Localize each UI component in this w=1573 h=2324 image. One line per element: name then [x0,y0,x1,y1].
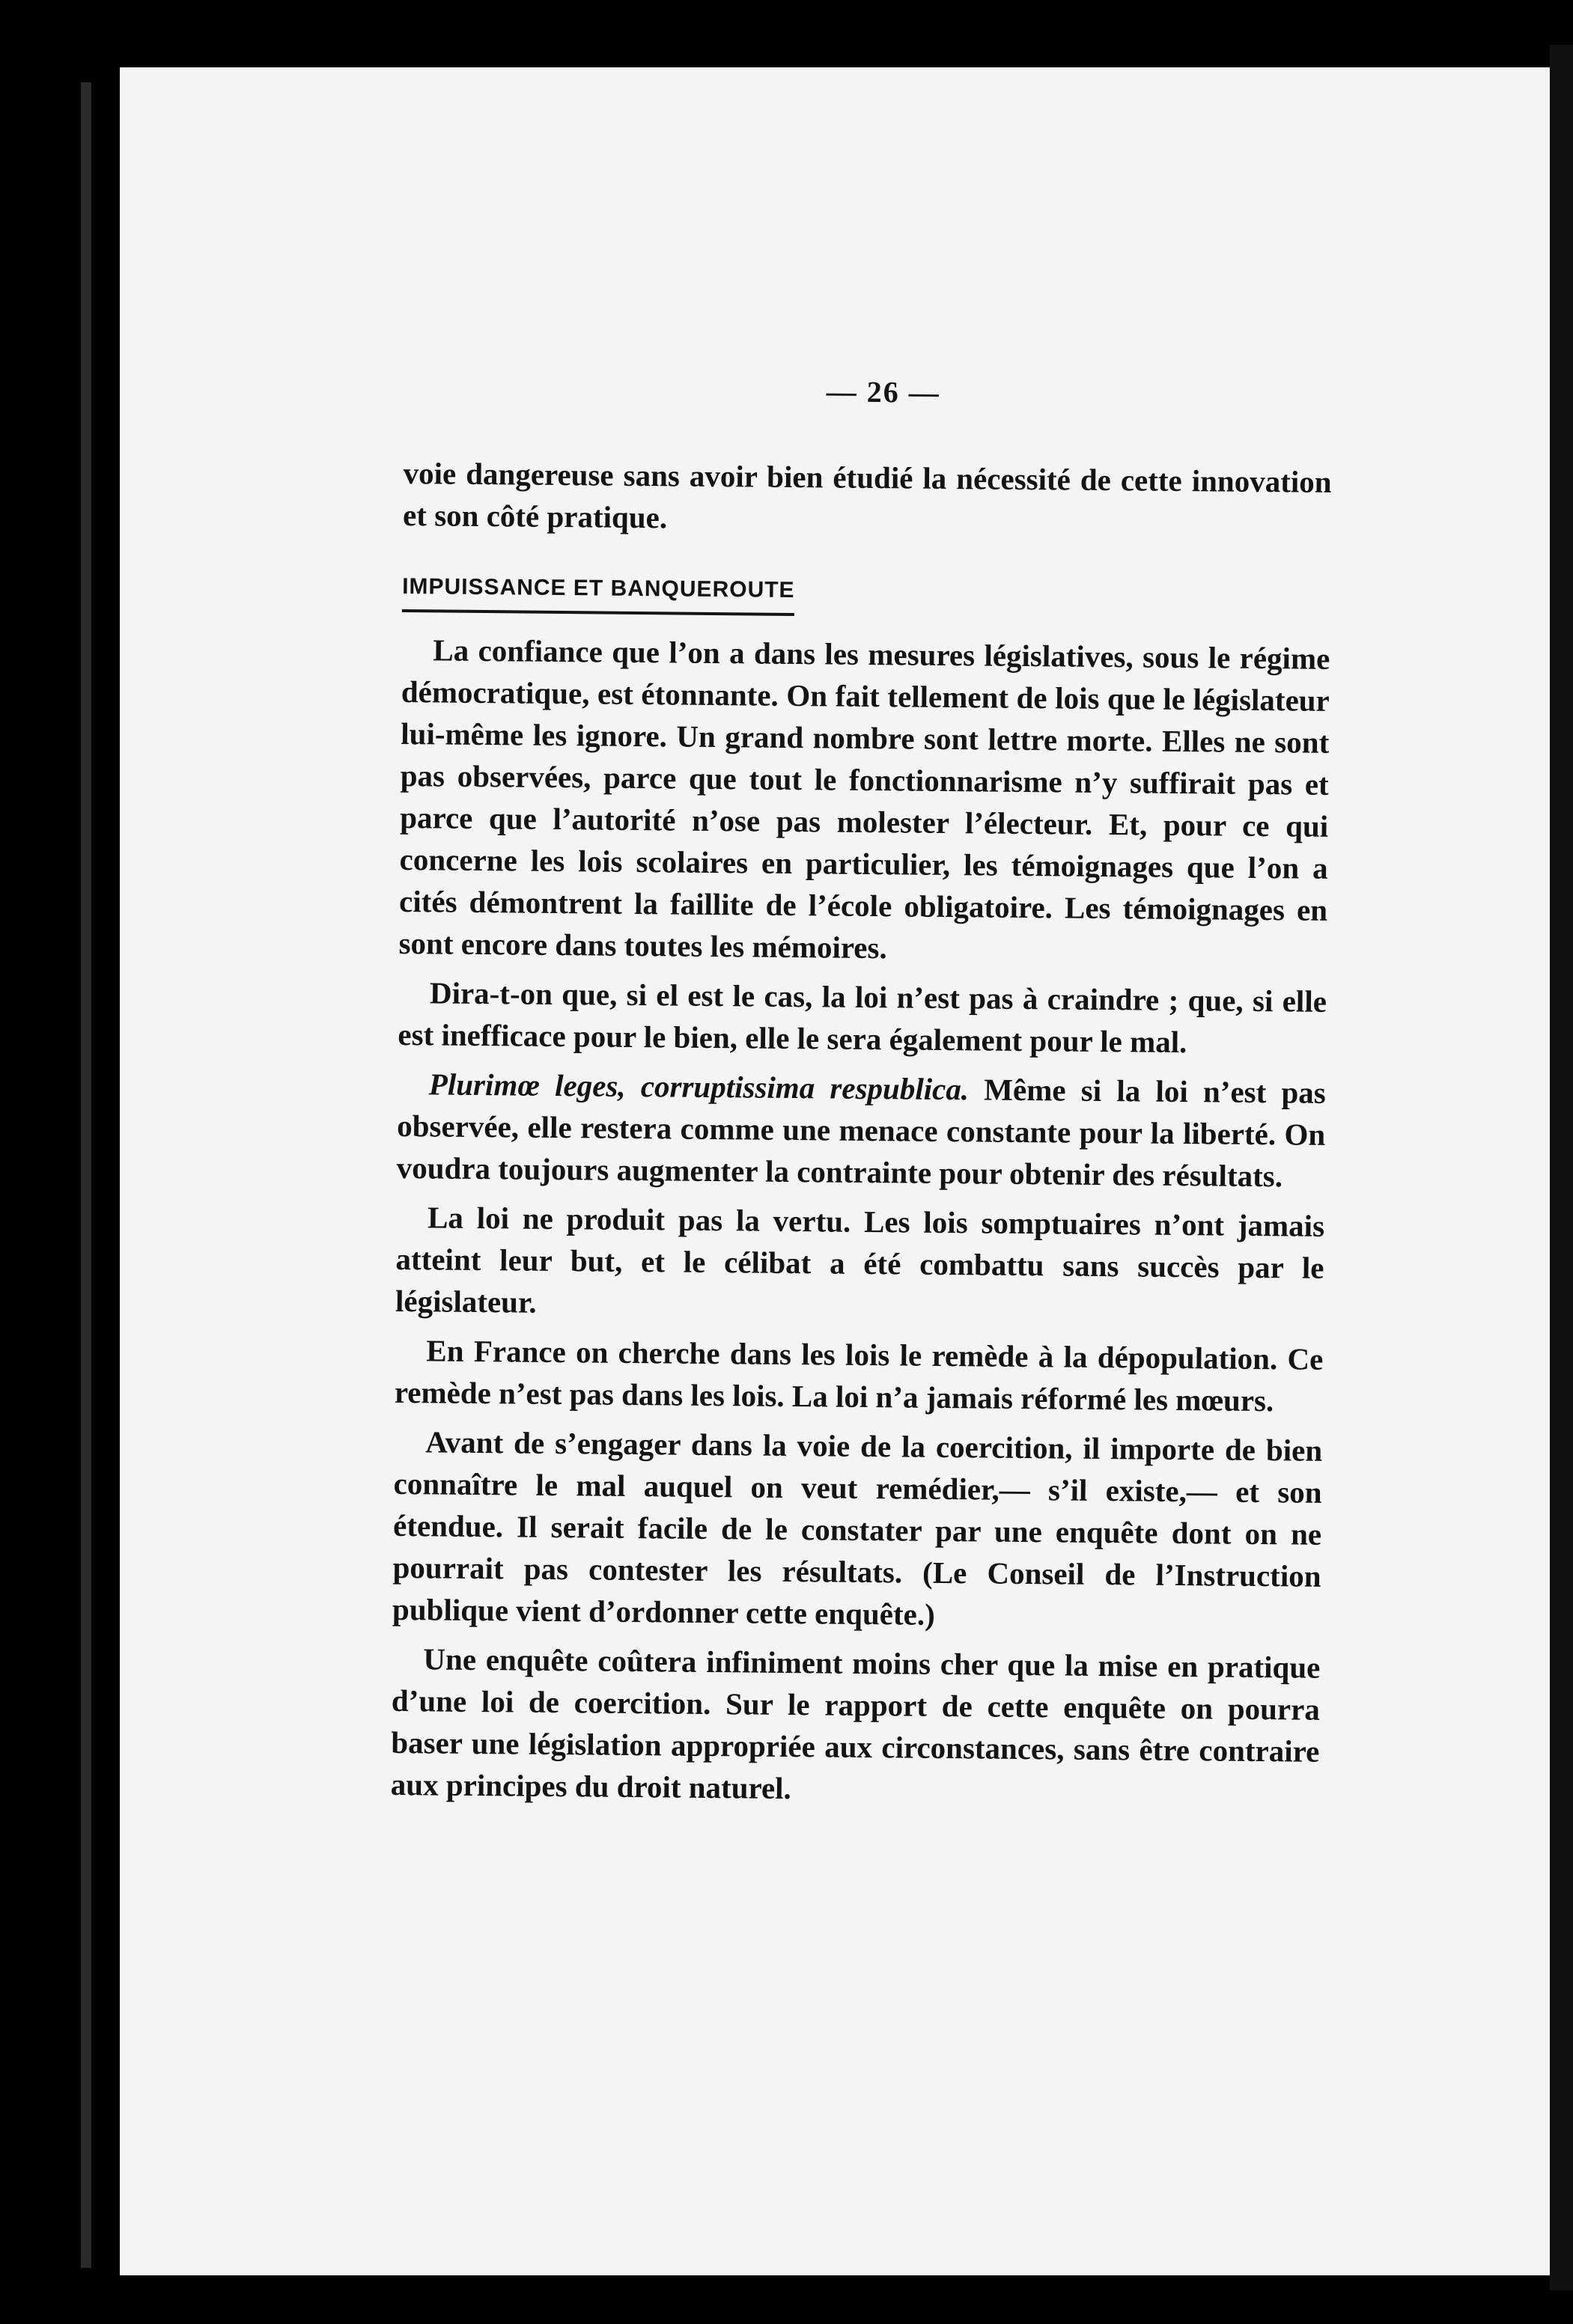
intro-paragraph: voie dangereuse sans avoir bien étudié la nécessité de cette innovation et son côté pratique. [402,455,1332,535]
paragraph-depopulation: En France on cherche dans les lois le remède à la dépopulation. Ce remède n’est pas dans les lois. La loi n’a jamais réformé les mœurs. [394,1333,1324,1418]
paragraph-dira-t-on: Dira-t-on que, si el est le cas, la loi n’est pas à craindre ; que, si elle est inefficace pour le bien, elle le sera également pour le mal. [398,975,1327,1060]
page-text-block [390,367,1332,1822]
paragraph-confidence: La confiance que l’on a dans les mesures législatives, sous le régime démocratique, est étonnante. On fait tellement de lois que le législateur lui-même les ignore. Un grand nombre sont lettre morte. Elles ne sont pas observées, parce que tout le fonctionnarisme n’y suffirait pas et parce que l’autorité n’ose pas molester l’électeur. Et, pour ce qui concerne les lois scolaires en particulier, les témoignages que l’on a cités démontrent la faillite de l’école obligatoire. Les témoignages en sont encore dans toutes les mémoires. [398,632,1330,966]
page-number: — 26 — [826,374,940,409]
paragraph-enquete: Une enquête coûtera infiniment moins cher que la mise en pratique d’une loi de coercition. Sur le rapport de cette enquête on pourra baser une législation appropriée aux circonstances, sans être contraire aux principes du droit naturel. [390,1641,1321,1806]
paragraph-vertu: La loi ne produit pas la vertu. Les lois somptuaires n’ont jamais atteint leur but, et le célibat a été combattu sans succès par le législateur. [395,1200,1325,1320]
page-left-edge [81,82,91,2268]
page-right-shadow [1550,45,1573,2290]
section-heading: IMPUISSANCE ET BANQUEROUTE [402,566,795,616]
paragraph-coercition: Avant de s’engager dans la voie de la coercition, il importe de bien connaître le mal auquel on veut remédier,— s’il existe,— et son étendue. Il serait facile de le constater par une enquête dont on ne pourrait pas contester les résultats. (Le Conseil de l’Instruction publique vient d’ordonner cette enquête.) [392,1424,1323,1632]
latin-quote: Plurimœ leges, corruptissima respublica. [428,1067,970,1107]
paragraph-latin [396,1063,1326,1198]
latin-paragraph-rest: Même si la loi n’est pas observée, elle restera comme une menace constante pour la liberté. On voudra toujours augmenter la contrainte pour obtenir des résultats. [396,1072,1326,1194]
